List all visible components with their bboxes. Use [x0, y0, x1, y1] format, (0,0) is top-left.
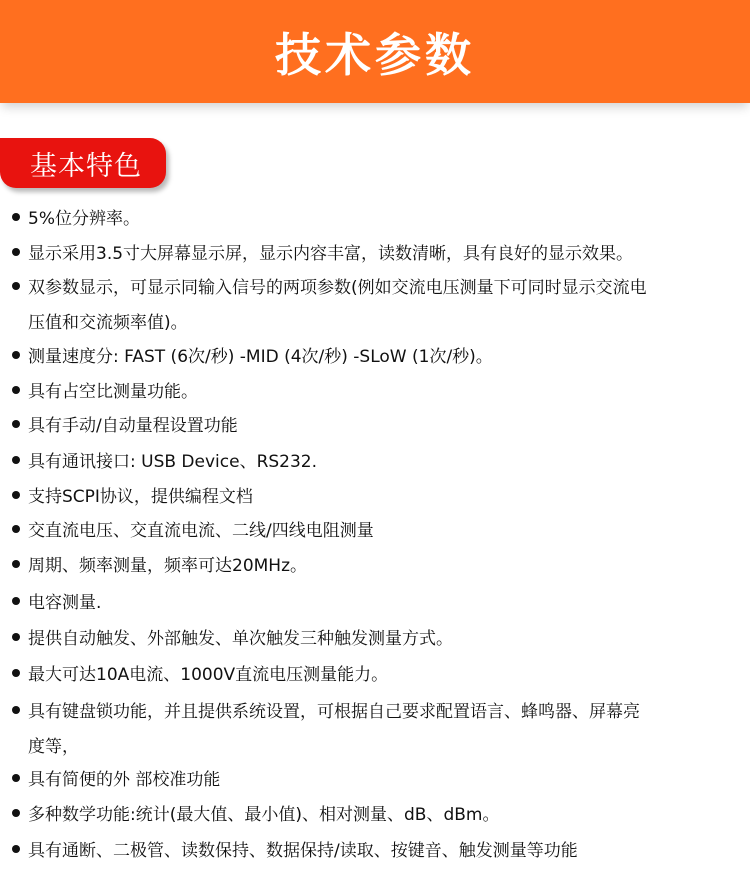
bullet-icon	[12, 597, 20, 605]
bullet-icon	[12, 282, 20, 290]
bullet-icon	[12, 845, 20, 853]
list-item-text: 周期、频率测量，频率可达20MHz。	[28, 556, 308, 576]
list-item	[12, 340, 742, 375]
bullet-icon	[12, 420, 20, 428]
list-item-text: 提供自动触发、外部触发、单次触发三种触发测量方式。	[28, 629, 453, 649]
list-item-text: 具有通断、二极管、读数保持、数据保持/读取、按键音、触发测量等功能	[28, 841, 578, 861]
bullet-icon	[12, 706, 20, 714]
bullet-icon	[12, 774, 20, 782]
list-item-text: 双参数显示，可显示同输入信号的两项参数(例如交流电压测量下可同时显示交流电	[28, 278, 647, 298]
list-item-text: 最大可达10A电流、1000V直流电压测量能力。	[28, 665, 389, 685]
list-item-text: 具有手动/自动量程设置功能	[28, 416, 238, 436]
list-item-text: 多种数学功能:统计(最大值、最小值)、相对测量、dB、dBm。	[28, 805, 500, 825]
list-item-text: 支持SCPI协议，提供编程文档	[28, 487, 253, 507]
bullet-icon	[12, 491, 20, 499]
bullet-icon	[12, 248, 20, 256]
list-item	[12, 622, 742, 657]
bullet-icon	[12, 213, 20, 221]
list-item	[12, 237, 742, 272]
list-item	[12, 375, 742, 410]
list-item	[12, 271, 742, 341]
list-item-text: 具有简便的外 部校准功能	[28, 770, 221, 790]
list-item-text-continued: 压值和交流频率值)。	[28, 313, 188, 333]
list-item-text: 电容测量.	[28, 593, 102, 613]
bullet-icon	[12, 669, 20, 677]
bullet-icon	[12, 351, 20, 359]
list-item-text: 测量速度分: FAST (6次/秒) -MID (4次/秒) -SLoW (1次/秒)。	[28, 347, 493, 367]
section-title: 基本特色	[30, 150, 142, 182]
list-item-text: 显示采用3.5寸大屏幕显示屏，显示内容丰富，读数清晰，具有良好的显示效果。	[28, 244, 634, 264]
list-item-text: 具有占空比测量功能。	[28, 382, 198, 402]
list-item	[12, 445, 742, 480]
list-item	[12, 549, 742, 584]
list-item	[12, 798, 742, 833]
bullet-icon	[12, 560, 20, 568]
bullet-icon	[12, 525, 20, 533]
list-item	[12, 763, 742, 798]
list-item	[12, 658, 742, 693]
list-item	[12, 480, 742, 515]
list-item-text: 5%位分辨率。	[28, 209, 140, 229]
list-item	[12, 514, 742, 549]
bullet-icon	[12, 809, 20, 817]
list-item-text: 交直流电压、交直流电流、二线/四线电阻测量	[28, 521, 374, 541]
page-title: 技术参数	[275, 27, 475, 82]
section-badge	[0, 138, 166, 188]
list-item	[12, 695, 742, 765]
list-item-text: 具有键盘锁功能，并且提供系统设置，可根据自己要求配置语言、蜂鸣器、屏幕亮	[28, 702, 640, 722]
header-banner	[0, 0, 750, 103]
list-item	[12, 202, 742, 237]
bullet-icon	[12, 386, 20, 394]
list-item-text-continued: 度等，	[28, 737, 79, 757]
list-item	[12, 586, 742, 621]
list-item	[12, 409, 742, 444]
bullet-icon	[12, 633, 20, 641]
list-item-text: 具有通讯接口: USB Device、RS232.	[28, 452, 318, 472]
list-item	[12, 834, 742, 869]
bullet-icon	[12, 456, 20, 464]
